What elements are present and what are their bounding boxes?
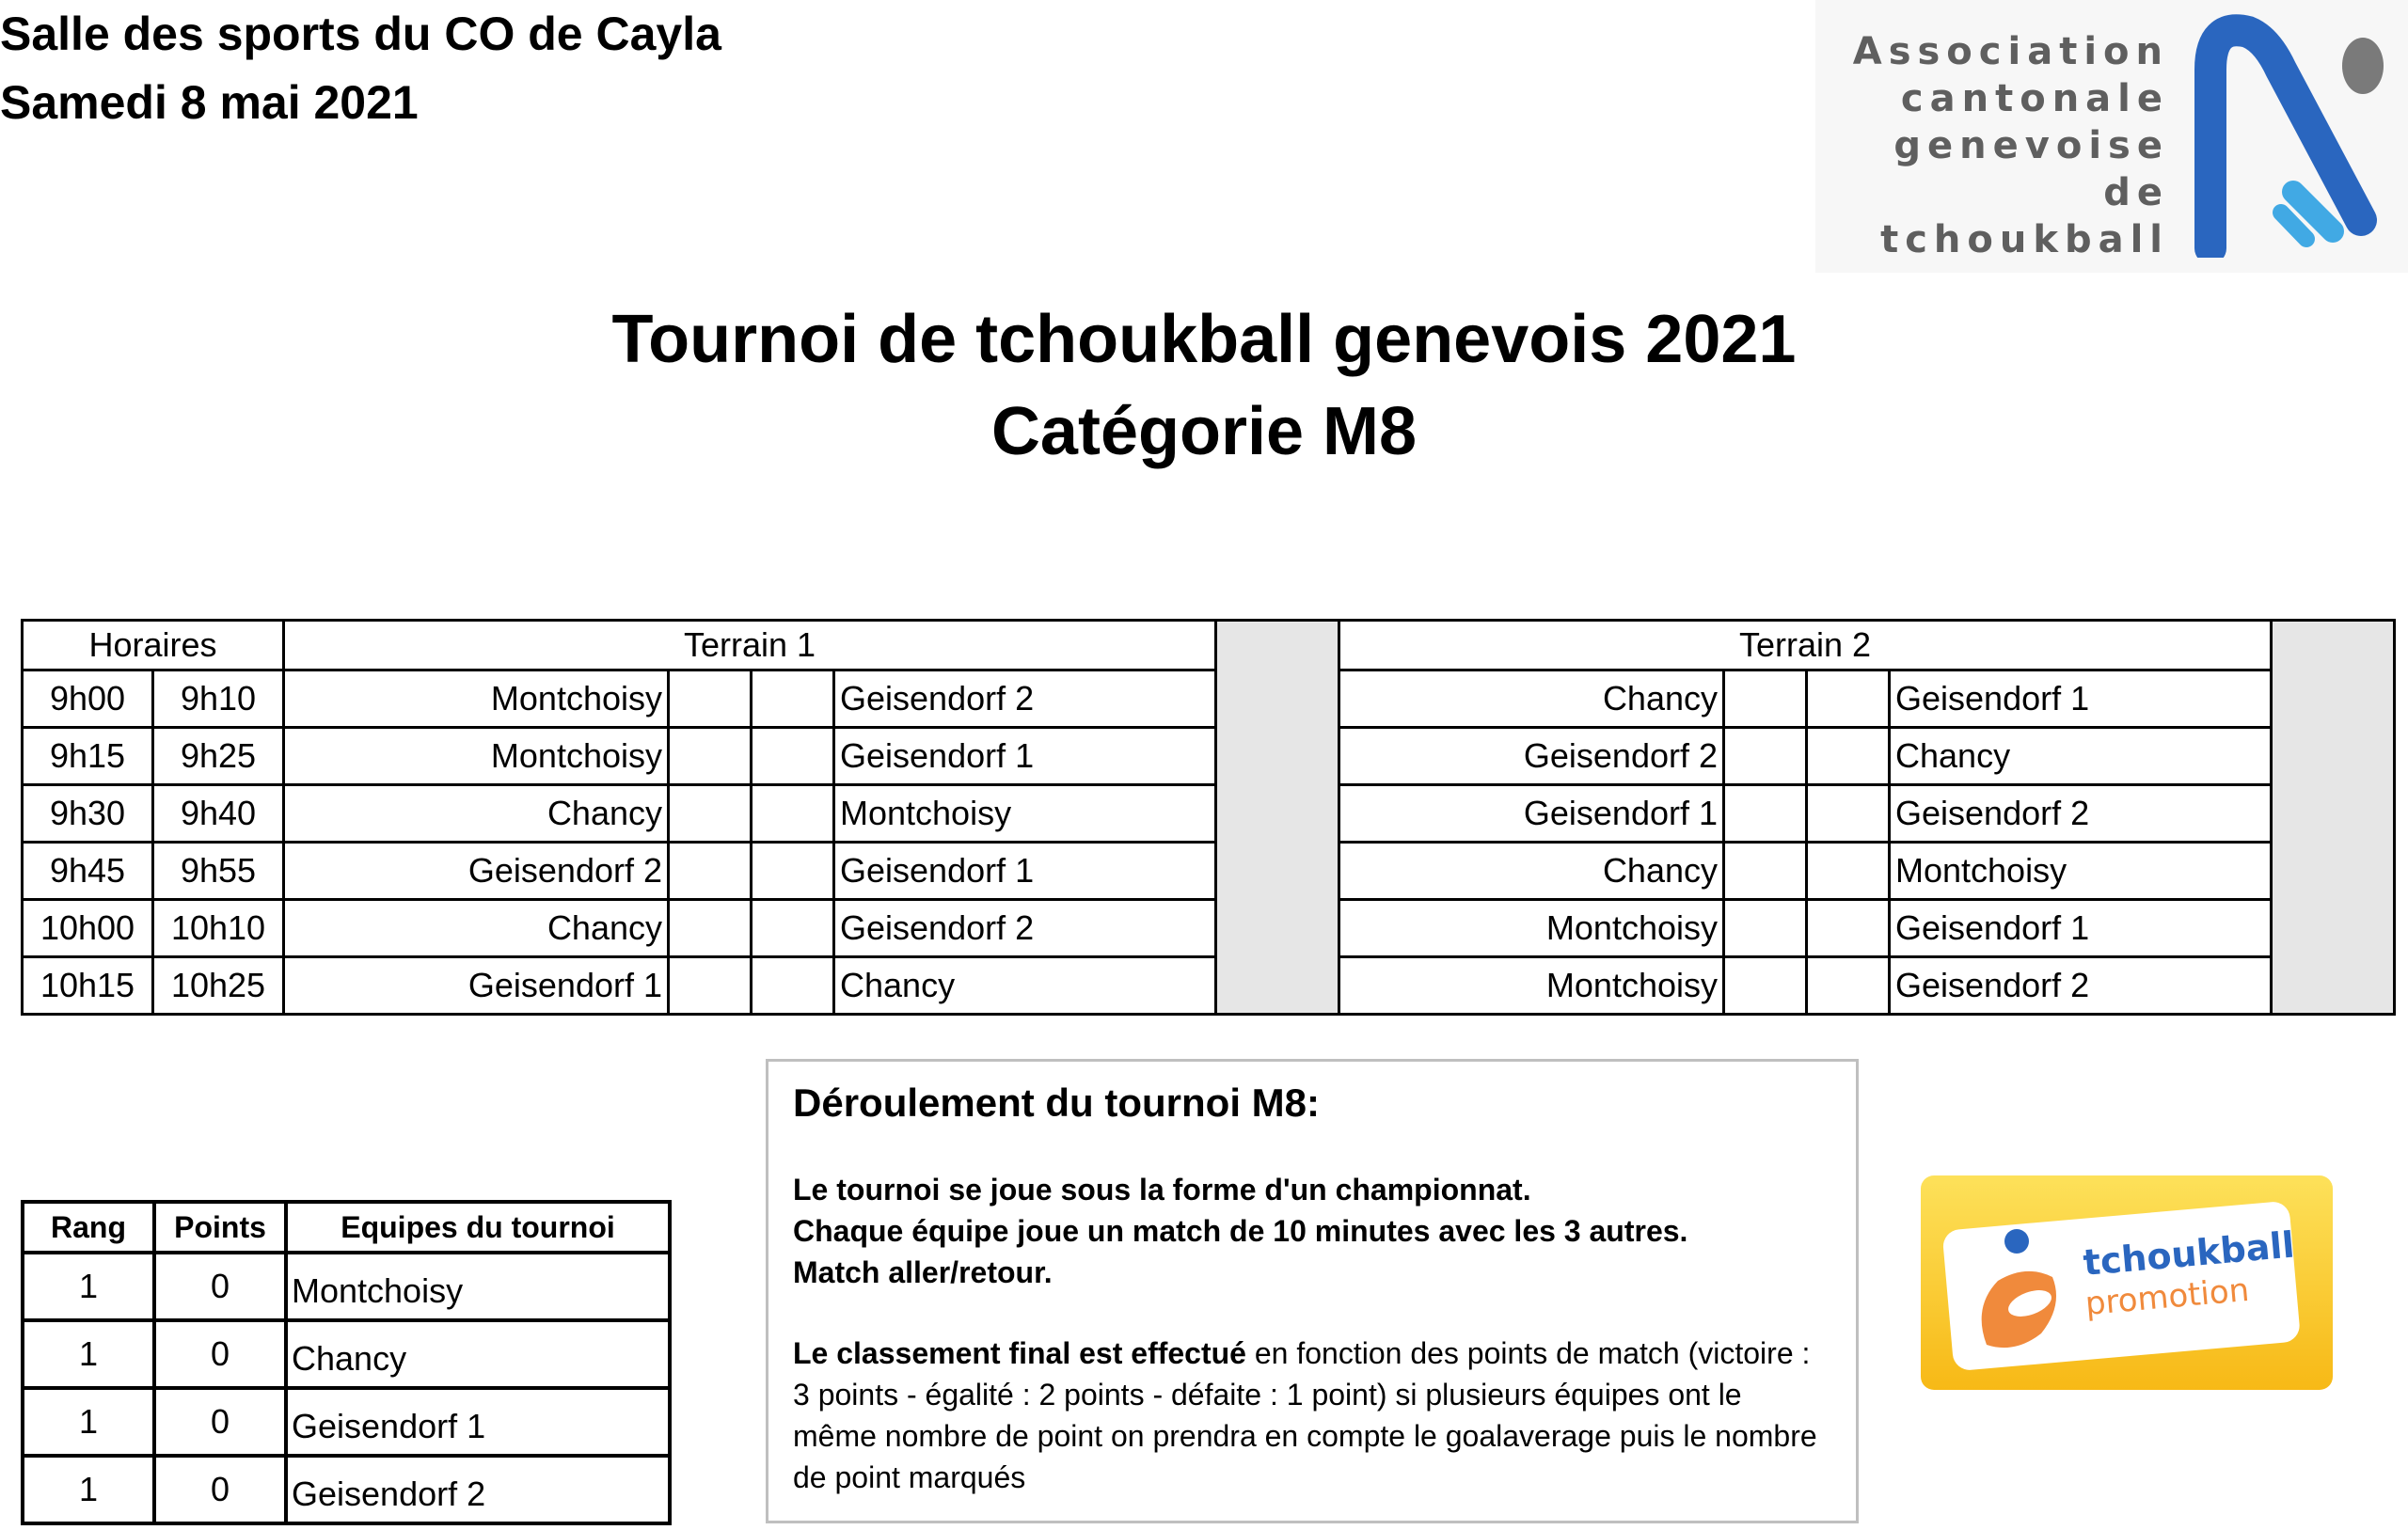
date-line: Samedi 8 mai 2021 [0,76,419,129]
start-time: 9h00 [23,670,153,728]
field1-away-team: Geisendorf 2 [834,900,1216,957]
rank-header: Rang [23,1202,154,1253]
field1-away-score [752,728,834,785]
field2-home-score [1724,728,1807,785]
rank-cell: 1 [23,1320,154,1388]
acgt-logo-text: Association cantonale genevoise de tchoukball [1852,30,2169,261]
ranking-row [23,1388,670,1456]
field1-home-score [669,957,752,1015]
field2-home-score [1724,843,1807,900]
field1-away-team: Geisendorf 2 [834,670,1216,728]
ranking-rules-text: en fonction des points de match (victoire : 3 points - égalité : 2 points - défaite : 1 point) si plusieurs équipes ont le même nombre de point on prendra en compte le goalaverage puis le nombre de point marqués [793,1336,1817,1494]
ranking-header-row [23,1202,670,1253]
field2-away-score [1807,843,1890,900]
field2-home-team: Geisendorf 1 [1339,785,1724,843]
field1-away-team: Geisendorf 1 [834,728,1216,785]
field1-away-score [752,900,834,957]
end-time: 9h25 [153,728,284,785]
start-time: 9h45 [23,843,153,900]
title-line: Tournoi de tchoukball genevois 2021 [611,302,1797,377]
points-cell: 0 [154,1320,286,1388]
ranking-rules-bold: Le classement final est effectué [793,1336,1246,1370]
schedule-row [23,785,2395,843]
field1-away-score [752,670,834,728]
acgt-logo [1815,0,2408,273]
field1-home-score [669,670,752,728]
field1-home-score [669,785,752,843]
info-line: Le tournoi se joue sous la forme d'un championnat. [793,1173,1531,1207]
field1-home-team: Montchoisy [284,670,669,728]
start-time: 9h30 [23,785,153,843]
points-header: Points [154,1202,286,1253]
team-cell: Montchoisy [286,1253,670,1320]
info-heading: Déroulement du tournoi M8: [793,1080,1320,1125]
field2-home-score [1724,900,1807,957]
schedule-row [23,843,2395,900]
info-line: Chaque équipe joue un match de 10 minutes avec les 3 autres. [793,1214,1688,1248]
field2-spacer [2272,621,2395,1015]
rank-cell: 1 [23,1253,154,1320]
field1-away-team: Geisendorf 1 [834,843,1216,900]
points-cell: 0 [154,1456,286,1523]
points-cell: 0 [154,1253,286,1320]
start-time: 10h00 [23,900,153,957]
field2-home-score [1724,670,1807,728]
category-line: Catégorie M8 [990,394,1418,469]
team-cell: Geisendorf 2 [286,1456,670,1523]
field2-away-team: Geisendorf 1 [1890,900,2272,957]
field2-home-team: Chancy [1339,670,1724,728]
field2-home-team: Geisendorf 2 [1339,728,1724,785]
field2-home-score [1724,785,1807,843]
ranking-row [23,1320,670,1388]
times-header: Horaires [23,621,284,670]
field2-away-score [1807,728,1890,785]
schedule-header-row [23,621,2395,670]
field1-away-score [752,843,834,900]
field1-home-team: Chancy [284,785,669,843]
start-time: 9h15 [23,728,153,785]
promo-sub: promotion [2083,1270,2251,1323]
end-time: 9h10 [153,670,284,728]
field2-away-score [1807,957,1890,1015]
venue-info [0,0,721,137]
field1-away-team: Montchoisy [834,785,1216,843]
field1-home-team: Chancy [284,900,669,957]
field1-home-score [669,728,752,785]
schedule-row [23,670,2395,728]
rank-cell: 1 [23,1388,154,1456]
field2-away-score [1807,785,1890,843]
field1-home-team: Geisendorf 1 [284,957,669,1015]
schedule-row [23,900,2395,957]
schedule-row [23,957,2395,1015]
field1-header: Terrain 1 [284,621,1216,670]
field1-home-team: Montchoisy [284,728,669,785]
field1-home-score [669,900,752,957]
points-cell: 0 [154,1388,286,1456]
field2-away-team: Geisendorf 1 [1890,670,2272,728]
field2-home-team: Montchoisy [1339,957,1724,1015]
field1-home-team: Geisendorf 2 [284,843,669,900]
end-time: 10h25 [153,957,284,1015]
tchoukball-promotion-logo [1921,1175,2333,1390]
match-schedule-table [21,619,2396,1016]
promo-brand: tchoukball [2081,1223,2297,1284]
tournament-title [0,293,2408,478]
end-time: 10h10 [153,900,284,957]
field2-home-team: Montchoisy [1339,900,1724,957]
team-cell: Geisendorf 1 [286,1388,670,1456]
start-time: 10h15 [23,957,153,1015]
ranking-row [23,1456,670,1523]
field1-spacer [1216,621,1339,1015]
field1-away-score [752,785,834,843]
info-line: Match aller/retour. [793,1255,1053,1289]
field2-home-score [1724,957,1807,1015]
end-time: 9h40 [153,785,284,843]
ranking-table [21,1200,672,1525]
field2-away-score [1807,670,1890,728]
ranking-row [23,1253,670,1320]
field2-away-team: Geisendorf 2 [1890,957,2272,1015]
field1-away-score [752,957,834,1015]
end-time: 9h55 [153,843,284,900]
field2-away-team: Chancy [1890,728,2272,785]
rank-cell: 1 [23,1456,154,1523]
field2-away-team: Montchoisy [1890,843,2272,900]
schedule-row [23,728,2395,785]
field1-away-team: Chancy [834,957,1216,1015]
tchoukball-frame-icon [2192,13,2389,258]
field2-home-team: Chancy [1339,843,1724,900]
field2-away-team: Geisendorf 2 [1890,785,2272,843]
ranking-rules [793,1333,1831,1498]
field2-away-score [1807,900,1890,957]
promotion-logo-icon [1921,1175,2333,1390]
field1-home-score [669,843,752,900]
teams-header: Equipes du tournoi [286,1202,670,1253]
venue-line: Salle des sports du CO de Cayla [0,8,721,60]
field2-header: Terrain 2 [1339,621,2272,670]
team-cell: Chancy [286,1320,670,1388]
tournament-info-box [766,1059,1859,1523]
